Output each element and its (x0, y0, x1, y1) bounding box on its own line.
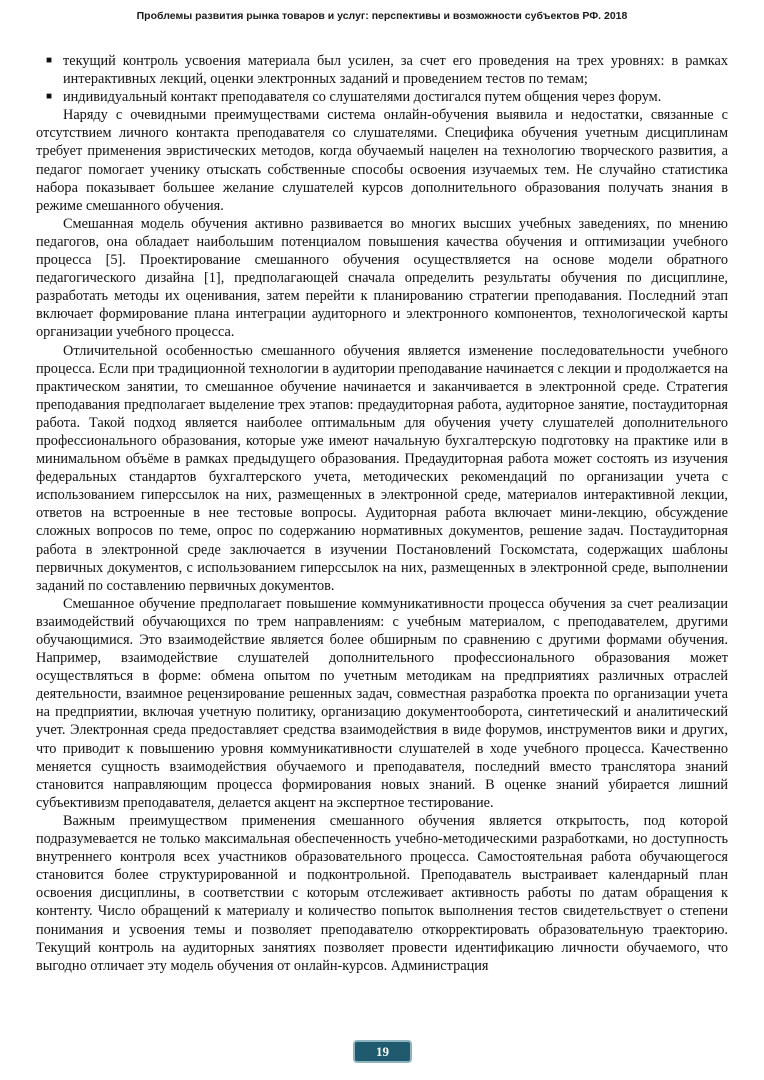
paragraph: Смешанная модель обучения активно развивается во многих высших учебных заведениях, по мнению педагогов, она обладает наибольшим потенциалом повышения качества обучения и оптимизации учебного процесса [5]. Проектирование смешанного обучения осуществляется на основе модели обратного педагогического дизайна [1], предполагающей сначала определить результаты обучения по дисциплине, разработать методы их оценивания, затем перейти к планированию стратегии преподавания. Последний этап включает формирование плана интеграции аудиторного и электронного компонентов, технологической карты организации учебного процесса. (36, 215, 728, 341)
page-number-badge: 19 (353, 1040, 412, 1063)
paragraph: Отличительной особенностью смешанного обучения является изменение последовательности учебного процесса. Если при традиционной технологии в аудитории преподавание начинается с лекции и продолжается на практическом занятии, то смешанное обучение начинается и заканчивается в электронной среде. Стратегия преподавания предполагает выделение трех этапов: предаудиторная работа, аудиторное занятие, постаудиторная работа. Такой подход является наиболее оптимальным для обучения учету слушателей дополнительного профессионального образования, которые уже имеют начальную бухгалтерскую подготовку на практике или в минимальном объёме в рамках предыдущего образования. Предаудиторная работа может состоять из изучения федеральных стандартов бухгалтерского учета, методических рекомендаций по организации учета с использованием гиперссылок на них, размещенных в электронной среде, материалов интерактивной лекции, ответов на встроенные в нее тестовые вопросы. Аудиторная работа включает мини-лекцию, обсуждение сложных вопросов по теме, опрос по содержанию нормативных документов, решение задач. Постаудиторная работа в электронной среде заключается в изучении Постановлений Госкомстата, содержащих шаблоны первичных документов, с использованием гиперссылок на них, размещенных в электронной среде, выполнении заданий по составлению первичных документов. (36, 342, 728, 594)
paragraph: Важным преимуществом применения смешанного обучения является открытость, под которой подразумевается не только максимальная обеспеченность учебно-методическими разработками, но доступность внутреннего контроля всех участников образовательного процесса. Самостоятельная работа обучающегося становится более структурированной и подконтрольной. Преподаватель выстраивает календарный план освоения дисциплины, в соответствии с которым отслеживает активность работы по датам обращения к контенту. Число обращений к материалу и количество попыток выполнения тестов свидетельствует о степени понимания и усвоения темы и позволяет преподавателю откорректировать образовательную траекторию. Текущий контроль на аудиторных занятиях позволяет провести идентификацию личности обучаемого, что выгодно отличает эту модель обучения от онлайн-курсов. Администрация (36, 812, 728, 974)
paragraph: Наряду с очевидными преимуществами система онлайн-обучения выявила и недостатки, связанные с отсутствием личного контакта преподавателя со слушателями. Специфика обучения учетным дисциплинам требует применения эвристических методов, когда обучаемый нацелен на технологию творческого развития, а педагог помогает ученику отыскать собственные способы освоения изучаемых тем. Не случайно статистика набора показывает большее желание слушателей курсов дополнительного образования получать знания в режиме смешанного обучения. (36, 107, 728, 214)
running-header: Проблемы развития рынка товаров и услуг: перспективы и возможности субъектов РФ. 2018 (136, 10, 628, 22)
bullet-item: ■ индивидуальный контакт преподавателя со слушателями достигался путем общения через форум. (46, 89, 662, 106)
bullet-item: ■ текущий контроль усвоения материала был усилен, за счет его проведения на трех уровнях: в рамках интерактивных лекций, оценки электронных заданий и проведением тестов по темам; (46, 53, 728, 88)
bullet-square-icon: ■ (46, 55, 53, 66)
paragraph: Смешанное обучение предполагает повышение коммуникативности процесса обучения за счет реализации взаимодействий обучающихся по трем направлениям: с учебным материалом, с преподавателем, другими обучающимися. Это взаимодействие является более обширным по сравнению с другими формами обучения. Например, взаимодействие слушателей дополнительного профессионального образования может осуществляться в форме: обмена опытом по учетным методикам на предприятиях различных отраслей деятельности, взаимное рецензирование решенных задач, совместная разработка проекта по организации учета на предприятии, включая учетную политику, организацию документооборота, синтетический и аналитический учет. Электронная среда предоставляет средства взаимодействия в виде форумов, инструментов вики и других, что приводит к повышению уровня коммуникативности слушателей в ходе учебного процесса. Качественно меняется сущность взаимодействия обучаемого и преподавателя, последний вместо транслятора знаний становится направляющим процесса формирования новых знаний. В оценке знаний убирается лишний субъективизм преподавателя, делается акцент на экспертное тестирование. (36, 595, 728, 811)
bullet-square-icon: ■ (46, 91, 53, 103)
article-body (36, 52, 728, 975)
